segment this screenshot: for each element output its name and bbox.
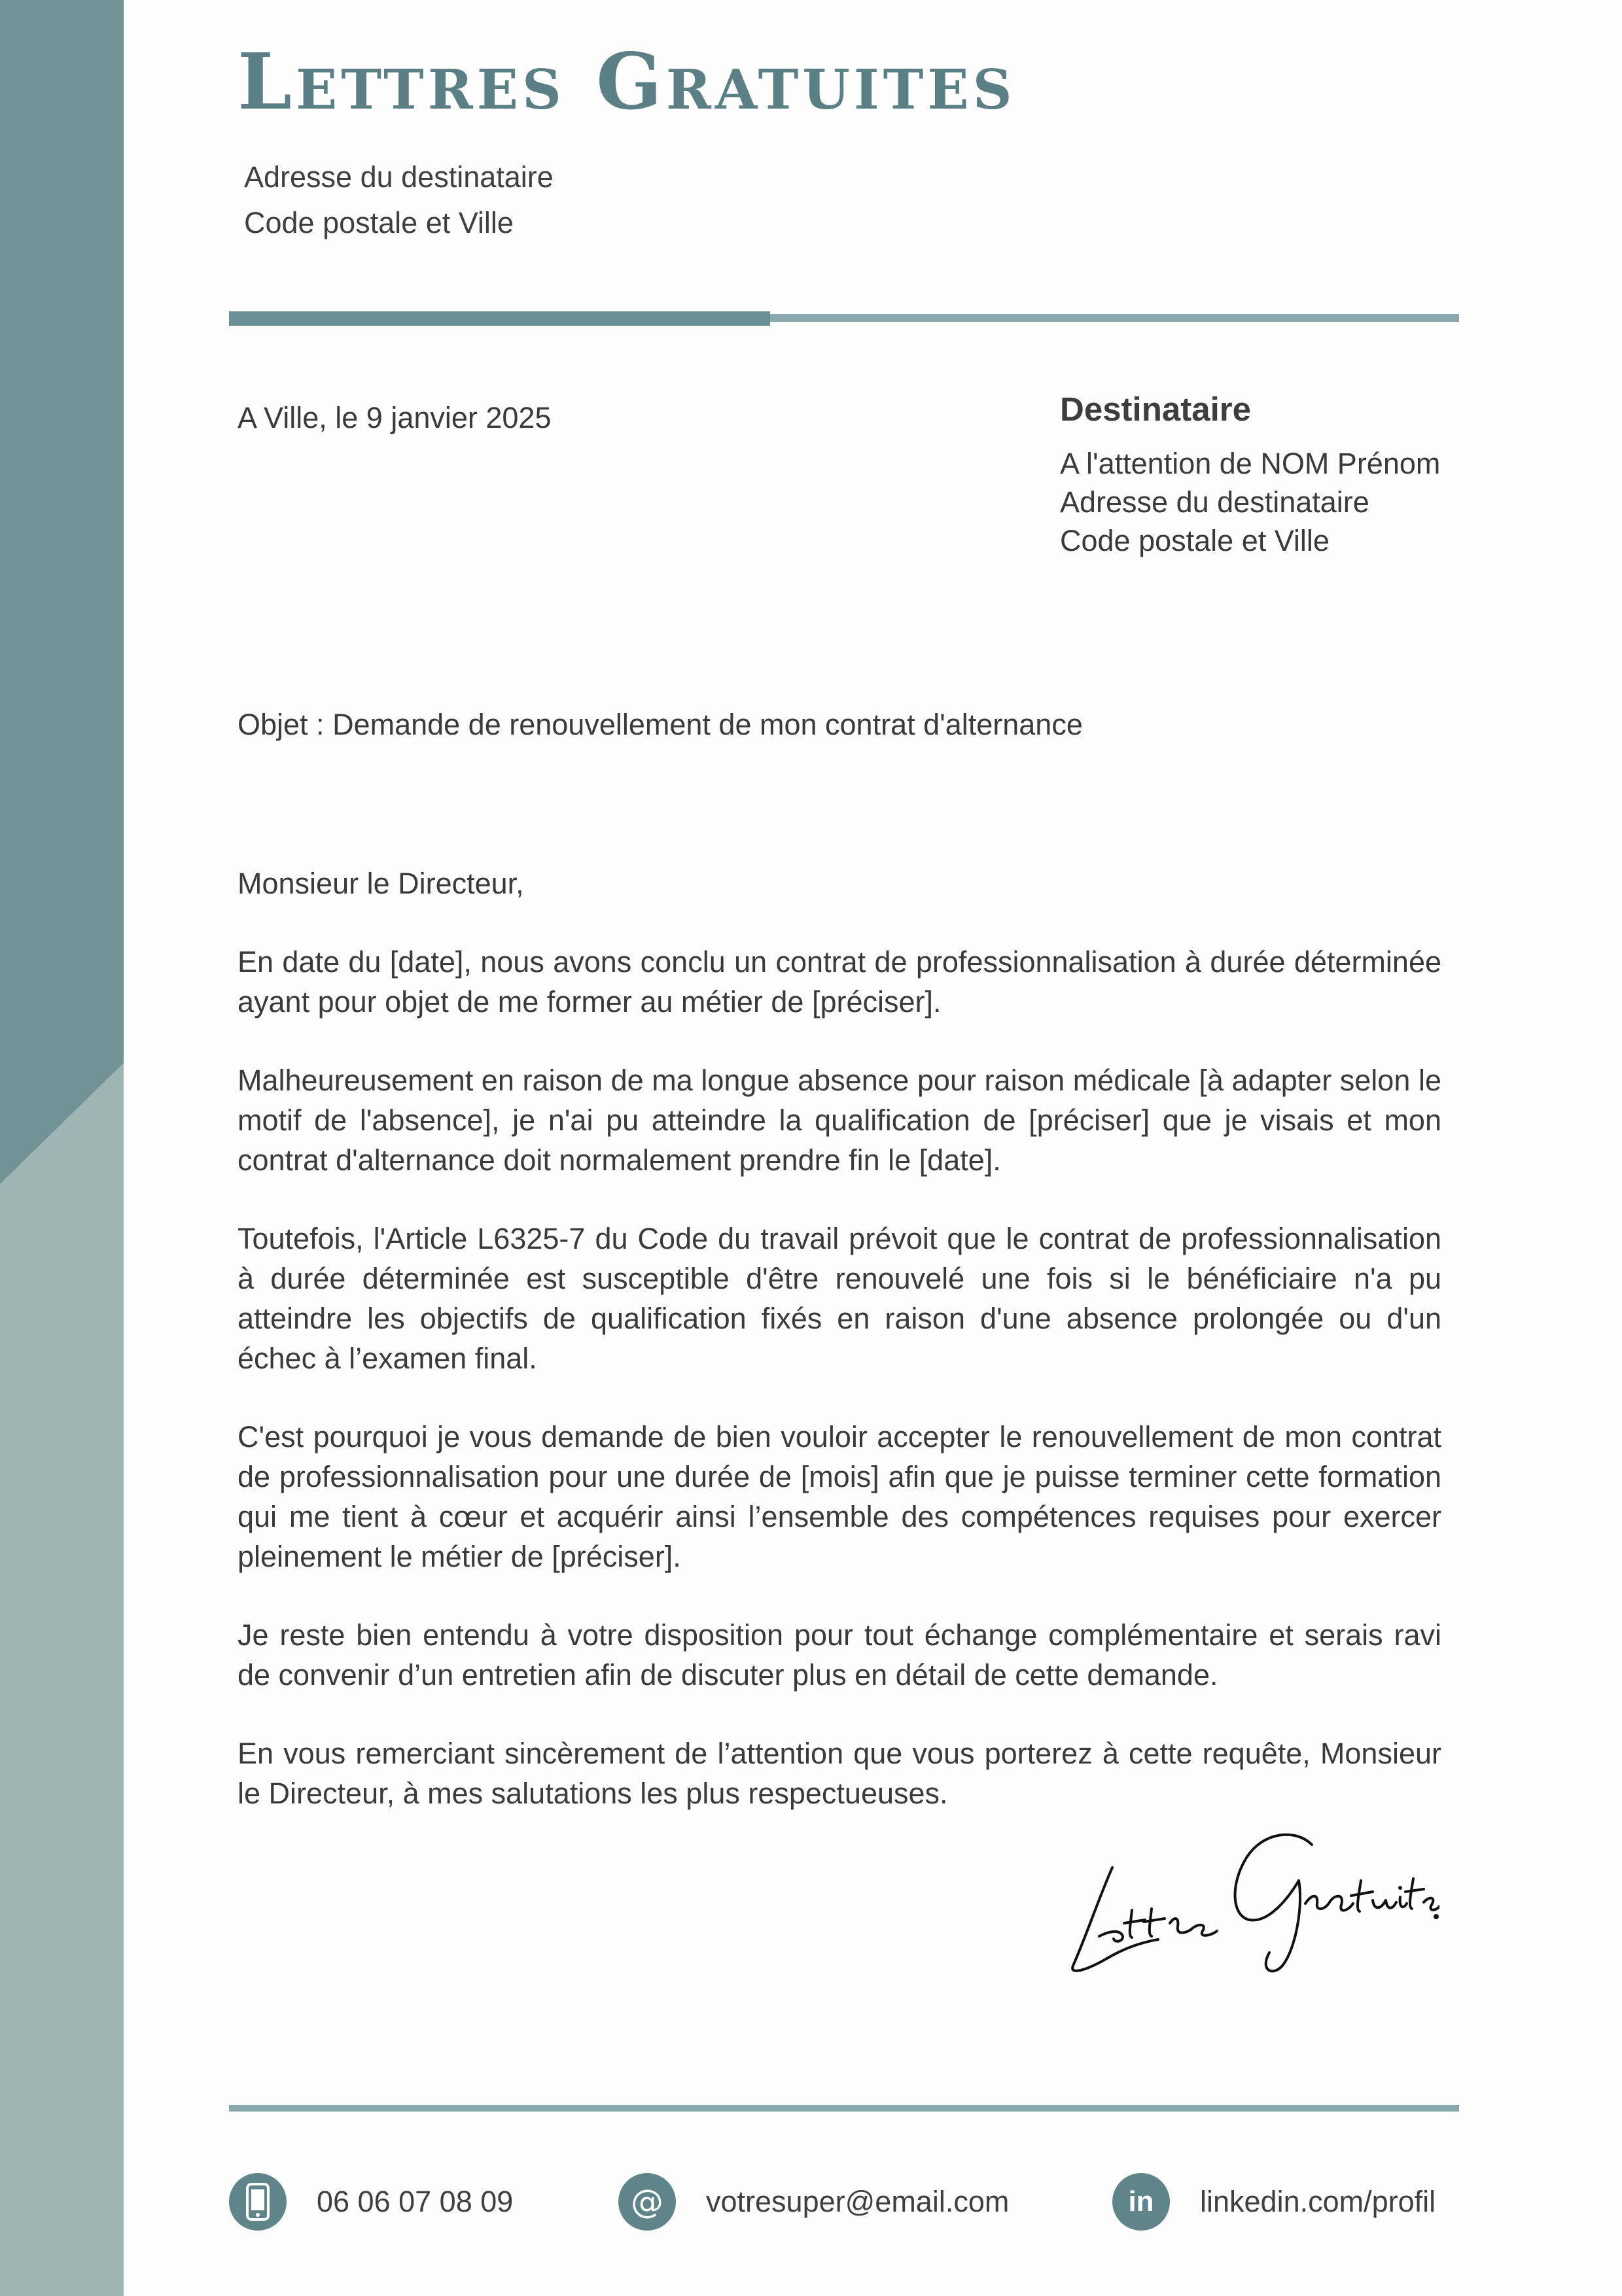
at-sign-icon: @ xyxy=(618,2173,676,2231)
contact-email xyxy=(618,2173,1009,2231)
sender-block xyxy=(244,154,554,246)
recipient-city: Code postale et Ville xyxy=(1060,524,1330,557)
sender-address: Adresse du destinataire xyxy=(244,160,554,194)
body-paragraph: C'est pourquoi je vous demande de bien vouloir accepter le renouvellement de mon contrat de professionnalisation pour une durée de [mois] afin que je puisse terminer cette formation qui me tient à cœur et acquérir ainsi l’ensemble des compétences requises pour exercer pleinement le métier de [préciser]. xyxy=(238,1420,1441,1573)
recipient-attention: A l'attention de NOM Prénom xyxy=(1060,447,1441,480)
recipient-title: Destinataire xyxy=(1060,391,1251,428)
header-rule-thin xyxy=(770,314,1459,322)
footer-rule xyxy=(229,2105,1459,2112)
sender-city: Code postale et Ville xyxy=(244,206,514,239)
body-paragraph: Malheureusement en raison de ma longue absence pour raison médicale [à adapter selon le motif de l'absence], je n'ai pu atteindre la qualification de [préciser] que je visais et mon contrat d'alternance doit normalement prendre fin le [date]. xyxy=(238,1064,1441,1177)
body-paragraph: En date du [date], nous avons conclu un contrat de professionnalisation à durée déterminée ayant pour objet de me former au métier de [préciser]. xyxy=(238,945,1441,1018)
recipient-block xyxy=(1060,390,1440,560)
email-address[interactable]: votresuper@email.com xyxy=(706,2185,1010,2218)
recipient-address: Adresse du destinataire xyxy=(1060,485,1369,519)
phone-icon xyxy=(229,2173,287,2231)
salutation: Monsieur le Directeur, xyxy=(238,867,524,900)
brand-title: Lettres Gratuites xyxy=(238,36,1016,127)
body-paragraph: Je reste bien entendu à votre disposition pour tout échange complémentaire et serais ravi de convenir d’un entretien afin de discuter plus en détail de cette demande. xyxy=(238,1618,1441,1692)
contact-linkedin xyxy=(1112,2173,1436,2231)
handwritten-signature xyxy=(1060,1818,1439,1982)
side-band xyxy=(0,0,124,2296)
phone-number[interactable]: 06 06 07 08 09 xyxy=(317,2185,514,2218)
body-paragraph: Toutefois, l'Article L6325-7 du Code du travail prévoit que le contrat de professionnalisation à durée déterminée est susceptible d'être renouvelé une fois si le bénéficiaire n'a pu atteindre les objectifs de qualification fixés en raison d'une absence prolongée ou d'un échec à l’examen final. xyxy=(238,1222,1441,1375)
linkedin-icon: in xyxy=(1112,2173,1170,2231)
body-paragraph: En vous remerciant sincèrement de l’attention que vous porterez à cette requête, Monsieur le Directeur, à mes salutations les plus respectueuses. xyxy=(238,1737,1441,1810)
linkedin-url[interactable]: linkedin.com/profil xyxy=(1200,2185,1436,2218)
letter-body xyxy=(238,863,1441,1852)
letter-subject: Objet : Demande de renouvellement de mon contrat d'alternance xyxy=(238,708,1083,741)
contact-phone xyxy=(229,2173,513,2231)
letter-date: A Ville, le 9 janvier 2025 xyxy=(238,401,552,434)
header-rule-thick xyxy=(229,311,770,326)
